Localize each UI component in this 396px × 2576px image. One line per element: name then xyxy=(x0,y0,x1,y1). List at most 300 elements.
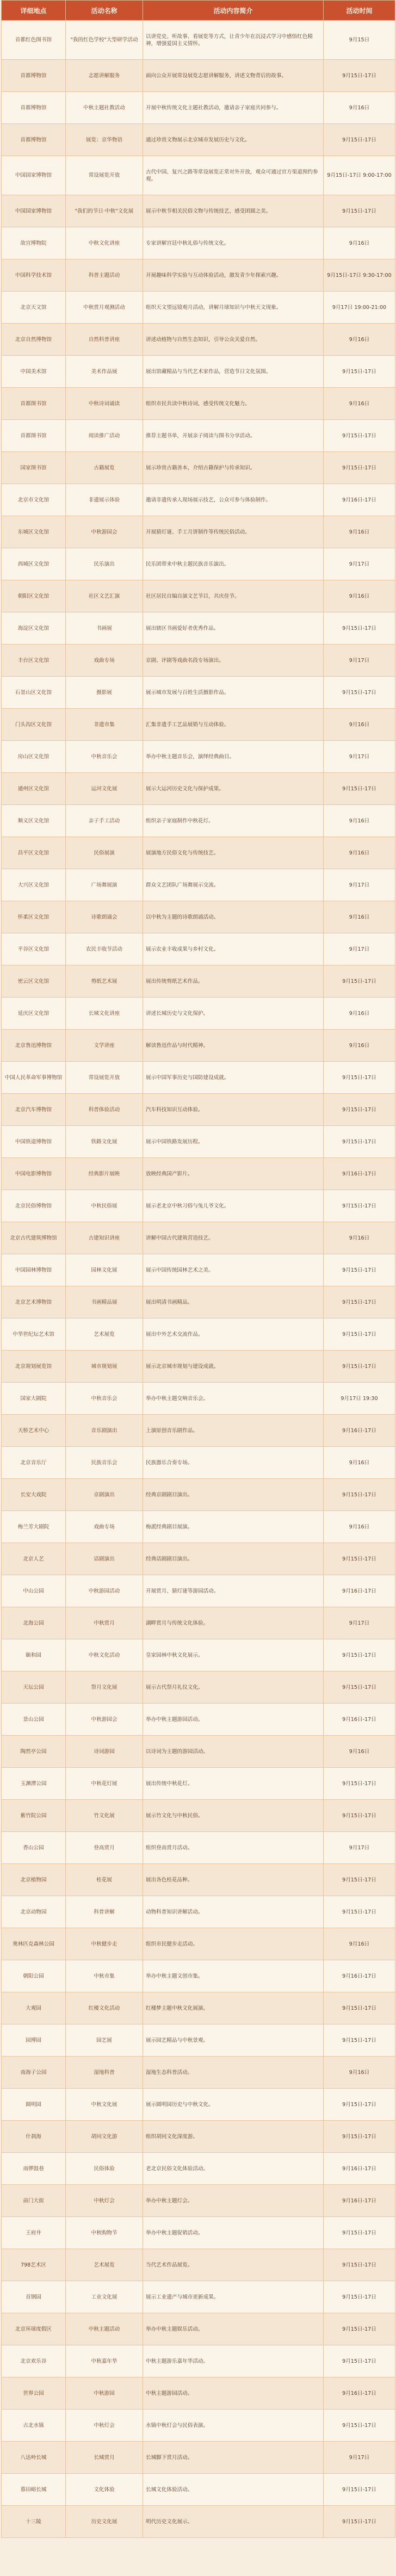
cell-content: 组织胡同文化深度游。 xyxy=(143,2121,324,2153)
cell-place: 南锣鼓巷 xyxy=(2,2153,66,2185)
cell-content: 展出辖区书画爱好者优秀作品。 xyxy=(143,612,324,645)
cell-place: 西城区文化馆 xyxy=(2,548,66,580)
table-row xyxy=(2,2185,395,2217)
cell-name: 运河文化展 xyxy=(66,773,143,805)
cell-content: 组织亲子家庭制作中秋花灯。 xyxy=(143,805,324,837)
cell-time: 9月17日 xyxy=(324,2442,395,2474)
cell-place: 朝阳公园 xyxy=(2,1960,66,1992)
table-row xyxy=(2,2249,395,2281)
cell-name: 中秋游园活动 xyxy=(66,1575,143,1607)
cell-name: "我的红色学校"大型研学活动 xyxy=(66,21,143,60)
cell-content: 举办中秋主题文创市集。 xyxy=(143,1960,324,1992)
cell-time: 9月15日-17日 9:30-17:00 xyxy=(324,259,395,292)
table-row xyxy=(2,773,395,805)
cell-place: 故宫博物院 xyxy=(2,227,66,259)
cell-content: 民乐团带来中秋主题民族音乐演出。 xyxy=(143,548,324,580)
cell-time: 9月15日 xyxy=(324,21,395,60)
table-row xyxy=(2,965,395,998)
cell-place: 园博园 xyxy=(2,2024,66,2057)
cell-place: 北京动物园 xyxy=(2,1896,66,1928)
cell-content: 邀请非遗传承人现场展示技艺，公众可参与体验制作。 xyxy=(143,484,324,516)
cell-content: 举办中秋主题灯会。 xyxy=(143,2185,324,2217)
cell-name: 中秋健步走 xyxy=(66,1928,143,1960)
table-row xyxy=(2,1992,395,2024)
cell-time: 9月16日 xyxy=(324,1511,395,1543)
cell-time: 9月16日-17日 xyxy=(324,1415,395,1447)
table-row xyxy=(2,2217,395,2249)
table-row xyxy=(2,420,395,452)
cell-place: 北京欢乐谷 xyxy=(2,2345,66,2377)
cell-place: 延庆区文化馆 xyxy=(2,998,66,1030)
cell-name: 中秋游园会 xyxy=(66,1704,143,1736)
cell-name: 长城文化讲座 xyxy=(66,998,143,1030)
cell-name: 铁路文化展 xyxy=(66,1126,143,1158)
cell-time: 9月16日-17日 xyxy=(324,1575,395,1607)
cell-place: 北京天文馆 xyxy=(2,292,66,324)
cell-place: 香山公园 xyxy=(2,1832,66,1864)
cell-time: 9月15日-17日 xyxy=(324,2121,395,2153)
table-row xyxy=(2,156,395,195)
cell-name: 社区文艺汇演 xyxy=(66,580,143,612)
cell-content: 展示大运河历史文化与保护成果。 xyxy=(143,773,324,805)
cell-name: 民俗展演 xyxy=(66,837,143,869)
cell-name: 红楼文化活动 xyxy=(66,1992,143,2024)
cell-content: 展示珍贵古籍善本，介绍古籍保护与传承知识。 xyxy=(143,452,324,484)
cell-content: 专家讲解宫廷中秋礼俗与传统文化。 xyxy=(143,227,324,259)
cell-name: 园林文化展 xyxy=(66,1254,143,1286)
cell-name: 音乐剧演出 xyxy=(66,1415,143,1447)
cell-content: 展示城市发展与百姓生活摄影作品。 xyxy=(143,677,324,709)
cell-content: 开展赏月、猜灯谜等游园活动。 xyxy=(143,1575,324,1607)
cell-name: 科普讲解 xyxy=(66,1896,143,1928)
cell-time: 9月15日-17日 xyxy=(324,1318,395,1351)
cell-content: 解读鲁迅作品与时代精神。 xyxy=(143,1030,324,1062)
cell-name: 历史文化展 xyxy=(66,2506,143,2538)
cell-time: 9月15日-17日 xyxy=(324,60,395,92)
cell-place: 石景山区文化馆 xyxy=(2,677,66,709)
table-row xyxy=(2,2281,395,2313)
cell-name: 中秋游园会 xyxy=(66,516,143,548)
cell-place: 房山区文化馆 xyxy=(2,741,66,773)
cell-time: 9月15日-17日 xyxy=(324,773,395,805)
cell-content: 讲解中国古代建筑营造技艺。 xyxy=(143,1222,324,1254)
cell-content: 展示圆明园历史与中秋文化。 xyxy=(143,2089,324,2121)
cell-place: 北京音乐厅 xyxy=(2,1447,66,1479)
table-row xyxy=(2,2345,395,2377)
cell-place: 紫竹院公园 xyxy=(2,1800,66,1832)
table-row xyxy=(2,1254,395,1286)
cell-content: 举办中秋主题促销活动。 xyxy=(143,2217,324,2249)
table-row xyxy=(2,1447,395,1479)
table-row xyxy=(2,259,395,292)
cell-time: 9月15日-17日 xyxy=(324,1286,395,1318)
cell-name: 中秋音乐会 xyxy=(66,741,143,773)
cell-content: 湖畔赏月与传统文化体验。 xyxy=(143,1607,324,1639)
cell-place: 国家图书馆 xyxy=(2,452,66,484)
cell-time: 9月16日 xyxy=(324,92,395,124)
table-row xyxy=(2,21,395,60)
header-content: 活动内容简介 xyxy=(143,1,324,21)
table-row xyxy=(2,1768,395,1800)
cell-time: 9月16日-17日 xyxy=(324,2377,395,2410)
cell-name: 工业文化展 xyxy=(66,2281,143,2313)
cell-time: 9月15日-17日 xyxy=(324,1671,395,1704)
cell-time: 9月15日-17日 xyxy=(324,2249,395,2281)
cell-name: 湿地科普 xyxy=(66,2057,143,2089)
cell-name: 中秋文化讲座 xyxy=(66,227,143,259)
cell-time: 9月15日-17日 xyxy=(324,1800,395,1832)
cell-name: 桂花展 xyxy=(66,1864,143,1896)
cell-name: 中秋主题社教活动 xyxy=(66,92,143,124)
cell-time: 9月17日 xyxy=(324,645,395,677)
cell-name: 非遗展示体验 xyxy=(66,484,143,516)
cell-place: 中国国家博物馆 xyxy=(2,156,66,195)
cell-name: 科普体验活动 xyxy=(66,1094,143,1126)
cell-place: 景山公园 xyxy=(2,1704,66,1736)
cell-time: 9月16日 xyxy=(324,805,395,837)
cell-time: 9月16日 xyxy=(324,324,395,356)
cell-name: 艺术展览 xyxy=(66,2249,143,2281)
cell-place: 平谷区文化馆 xyxy=(2,933,66,965)
cell-content: 开展趣味科学实验与互动体验活动，激发青少年探索兴趣。 xyxy=(143,259,324,292)
cell-place: 慕田峪长城 xyxy=(2,2474,66,2506)
cell-time: 9月15日-17日 xyxy=(324,2089,395,2121)
table-row xyxy=(2,1351,395,1383)
cell-name: 中秋赏月观测活动 xyxy=(66,292,143,324)
cell-name: 文化体验 xyxy=(66,2474,143,2506)
cell-place: 北京古代建筑博物馆 xyxy=(2,1222,66,1254)
cell-content: 讲述动植物与自然生态知识，引导公众关爱自然。 xyxy=(143,324,324,356)
cell-name: 中秋文化活动 xyxy=(66,1639,143,1671)
cell-time: 9月16日-17日 xyxy=(324,1704,395,1736)
cell-content: 古代中国、复兴之路等常设展览正常对外开放，观众可通过官方渠道预约参观。 xyxy=(143,156,324,195)
cell-place: 十三陵 xyxy=(2,2506,66,2538)
cell-time: 9月15日-17日 xyxy=(324,124,395,156)
cell-content: 组织市民健步走活动。 xyxy=(143,1928,324,1960)
cell-content: 面向公众开展常设展览志愿讲解服务，讲述文物背后的故事。 xyxy=(143,60,324,92)
cell-content: 当代艺术作品展览。 xyxy=(143,2249,324,2281)
cell-name: 中秋市集 xyxy=(66,1960,143,1992)
table-row xyxy=(2,516,395,548)
cell-name: 非遗市集 xyxy=(66,709,143,741)
cell-content: 上演原创音乐剧作品。 xyxy=(143,1415,324,1447)
cell-content: 社区居民自编自演文艺节目，共庆佳节。 xyxy=(143,580,324,612)
header-time: 活动时间 xyxy=(324,1,395,21)
cell-content: 举办中秋主题娱乐活动。 xyxy=(143,2313,324,2345)
table-row xyxy=(2,1736,395,1768)
table-row xyxy=(2,837,395,869)
cell-content: 通过珍贵文物展示北京城市发展历史与文化。 xyxy=(143,124,324,156)
table-header xyxy=(2,1,395,21)
cell-time: 9月17日 xyxy=(324,933,395,965)
cell-content: 中秋主题游乐嘉年华活动。 xyxy=(143,2345,324,2377)
cell-time: 9月15日-17日 xyxy=(324,677,395,709)
table-row xyxy=(2,124,395,156)
cell-place: 中国电影博物馆 xyxy=(2,1158,66,1190)
table-row xyxy=(2,1639,395,1671)
cell-content: 展示古代祭月礼仪文化。 xyxy=(143,1671,324,1704)
cell-time: 9月15日-17日 xyxy=(324,1896,395,1928)
cell-place: 大兴区文化馆 xyxy=(2,869,66,901)
table-row xyxy=(2,2089,395,2121)
table-row xyxy=(2,1190,395,1222)
table-row xyxy=(2,195,395,227)
cell-name: 书画精品展 xyxy=(66,1286,143,1318)
cell-place: 梅兰芳大剧院 xyxy=(2,1511,66,1543)
cell-content: 展示竹文化与中秋民俗。 xyxy=(143,1800,324,1832)
cell-time: 9月15日-17日 xyxy=(324,1768,395,1800)
cell-name: 艺术展览 xyxy=(66,1318,143,1351)
table-row xyxy=(2,548,395,580)
table-row xyxy=(2,869,395,901)
table-row xyxy=(2,1158,395,1190)
cell-time: 9月15日-17日 xyxy=(324,452,395,484)
cell-time: 9月15日-17日 xyxy=(324,2345,395,2377)
cell-name: 美术作品展 xyxy=(66,356,143,388)
cell-time: 9月15日-17日 xyxy=(324,1543,395,1575)
cell-place: 中国科学技术馆 xyxy=(2,259,66,292)
cell-place: 密云区文化馆 xyxy=(2,965,66,998)
table-row xyxy=(2,1094,395,1126)
cell-content: 展出传统剪纸艺术作品。 xyxy=(143,965,324,998)
cell-time: 9月15日-17日 xyxy=(324,2506,395,2538)
cell-place: 北京人艺 xyxy=(2,1543,66,1575)
cell-place: 古北水镇 xyxy=(2,2410,66,2442)
cell-name: 城市规划展 xyxy=(66,1351,143,1383)
cell-content: 经典京剧剧目演出。 xyxy=(143,1479,324,1511)
cell-time: 9月16日 xyxy=(324,227,395,259)
table-row xyxy=(2,1671,395,1704)
cell-name: 中秋民俗展 xyxy=(66,1190,143,1222)
cell-name: 园艺展 xyxy=(66,2024,143,2057)
cell-place: 奥林匹克森林公园 xyxy=(2,1928,66,1960)
table-row xyxy=(2,2410,395,2442)
table-row xyxy=(2,933,395,965)
cell-name: 剪纸艺术展 xyxy=(66,965,143,998)
cell-content: 中秋主题游园活动。 xyxy=(143,2377,324,2410)
table-row xyxy=(2,452,395,484)
cell-name: 中秋花灯展 xyxy=(66,1768,143,1800)
cell-place: 怀柔区文化馆 xyxy=(2,901,66,933)
table-row xyxy=(2,1062,395,1094)
cell-time: 9月15日-17日 xyxy=(324,2217,395,2249)
cell-content: 开展中秋传统文化主题社教活动，邀请亲子家庭共同参与。 xyxy=(143,92,324,124)
table-row xyxy=(2,92,395,124)
cell-content: 展示老北京中秋习俗与兔儿爷文化。 xyxy=(143,1190,324,1222)
cell-time: 9月17日 xyxy=(324,741,395,773)
cell-place: 798艺术区 xyxy=(2,2249,66,2281)
cell-name: 展览：京华物语 xyxy=(66,124,143,156)
table-row xyxy=(2,2057,395,2089)
cell-name: 摄影展 xyxy=(66,677,143,709)
cell-content: 展出各色桂花品种。 xyxy=(143,1864,324,1896)
table-row xyxy=(2,2121,395,2153)
table-row xyxy=(2,741,395,773)
cell-place: 北京环球度假区 xyxy=(2,2313,66,2345)
cell-place: 前门大街 xyxy=(2,2185,66,2217)
cell-name: 话剧演出 xyxy=(66,1543,143,1575)
table-row xyxy=(2,1511,395,1543)
cell-place: 中国铁道博物馆 xyxy=(2,1126,66,1158)
cell-place: 朝阳区文化馆 xyxy=(2,580,66,612)
header-place: 详细地点 xyxy=(2,1,66,21)
table-row xyxy=(2,677,395,709)
table-row xyxy=(2,805,395,837)
cell-time: 9月17日 19:00-21:00 xyxy=(324,292,395,324)
cell-place: 天坛公园 xyxy=(2,1671,66,1704)
cell-time: 9月15日-17日 xyxy=(324,1190,395,1222)
cell-place: 首都博物馆 xyxy=(2,60,66,92)
cell-time: 9月17日 xyxy=(324,869,395,901)
table-row xyxy=(2,2442,395,2474)
cell-name: 书画展 xyxy=(66,612,143,645)
table-row xyxy=(2,2313,395,2345)
cell-place: 昌平区文化馆 xyxy=(2,837,66,869)
cell-content: 展出传统中秋花灯。 xyxy=(143,1768,324,1800)
cell-place: 顺义区文化馆 xyxy=(2,805,66,837)
cell-time: 9月16日 xyxy=(324,1030,395,1062)
cell-time: 9月15日-17日 xyxy=(324,612,395,645)
table-row xyxy=(2,1222,395,1254)
cell-place: 南海子公园 xyxy=(2,2057,66,2089)
cell-name: 诗歌朗诵会 xyxy=(66,901,143,933)
cell-place: 首都博物馆 xyxy=(2,92,66,124)
cell-content: 皇家园林中秋文化展示。 xyxy=(143,1639,324,1671)
table-row xyxy=(2,2153,395,2185)
cell-time: 9月16日 xyxy=(324,901,395,933)
table-row xyxy=(2,2474,395,2506)
cell-name: 中秋主题活动 xyxy=(66,2313,143,2345)
cell-content: 长城文化体验活动。 xyxy=(143,2474,324,2506)
cell-time: 9月16日-17日 xyxy=(324,2153,395,2185)
cell-content: 水镇中秋灯会与民俗表演。 xyxy=(143,2410,324,2442)
cell-place: 北京民俗博物馆 xyxy=(2,1190,66,1222)
cell-name: 阅读推广活动 xyxy=(66,420,143,452)
cell-time: 9月15日-17日 xyxy=(324,1639,395,1671)
cell-time: 9月15日-17日 xyxy=(324,1479,395,1511)
cell-name: 民俗体验 xyxy=(66,2153,143,2185)
cell-place: 王府井 xyxy=(2,2217,66,2249)
cell-place: 长安大戏院 xyxy=(2,1479,66,1511)
table-row xyxy=(2,1383,395,1415)
table-row xyxy=(2,388,395,420)
table-row xyxy=(2,1960,395,1992)
cell-content: 展示中国军事历史与国防建设成就。 xyxy=(143,1062,324,1094)
cell-content: 组织天文望远镜观月活动，讲解月球知识与中秋天文现象。 xyxy=(143,292,324,324)
cell-name: 戏曲专场 xyxy=(66,1511,143,1543)
cell-name: 农民丰收节活动 xyxy=(66,933,143,965)
cell-name: 中秋文化展 xyxy=(66,2089,143,2121)
table-row xyxy=(2,1575,395,1607)
cell-content: 开展猜灯谜、手工月饼制作等传统民俗活动。 xyxy=(143,516,324,548)
cell-content: 京剧、评剧等戏曲名段专场演出。 xyxy=(143,645,324,677)
cell-name: 中秋音乐会 xyxy=(66,1383,143,1415)
cell-place: 首都图书馆 xyxy=(2,420,66,452)
cell-name: 诗词游园 xyxy=(66,1736,143,1768)
cell-time: 9月15日-17日 xyxy=(324,356,395,388)
cell-place: 中山公园 xyxy=(2,1575,66,1607)
cell-content: 展示园艺精品与中秋景观。 xyxy=(143,2024,324,2057)
cell-content: 汽车科技知识互动体验。 xyxy=(143,1094,324,1126)
cell-place: 中华世纪坛艺术馆 xyxy=(2,1318,66,1351)
table-row xyxy=(2,580,395,612)
cell-place: 中国美术馆 xyxy=(2,356,66,388)
cell-content: 以讲党史、听故事、看展览等方式，让青少年在沉浸式学习中感悟红色精神，增强爱国主义情怀。 xyxy=(143,21,324,60)
cell-time: 9月16日-17日 xyxy=(324,484,395,516)
table-row xyxy=(2,2377,395,2410)
cell-place: 首都博物馆 xyxy=(2,124,66,156)
table-row xyxy=(2,901,395,933)
activity-table xyxy=(1,0,395,2538)
cell-time: 9月16日 xyxy=(324,580,395,612)
cell-name: 亲子手工活动 xyxy=(66,805,143,837)
cell-time: 9月16日 xyxy=(324,837,395,869)
table-row xyxy=(2,2024,395,2057)
cell-place: 门头沟区文化馆 xyxy=(2,709,66,741)
cell-place: 圆明园 xyxy=(2,2089,66,2121)
cell-time: 9月15日-17日 xyxy=(324,1126,395,1158)
cell-time: 9月16日 xyxy=(324,1736,395,1768)
cell-name: 中秋游园 xyxy=(66,2377,143,2410)
table-row xyxy=(2,1864,395,1896)
cell-time: 9月16日 xyxy=(324,1447,395,1479)
cell-time: 9月16日-17日 xyxy=(324,2185,395,2217)
cell-place: 北京汽车博物馆 xyxy=(2,1094,66,1126)
cell-content: 展出馆藏精品与当代艺术家作品，营造节日文化氛围。 xyxy=(143,356,324,388)
cell-name: 文学讲座 xyxy=(66,1030,143,1062)
cell-place: 大观园 xyxy=(2,1992,66,2024)
cell-content: 举办中秋主题音乐会，演绎经典曲目。 xyxy=(143,741,324,773)
cell-time: 9月15日-17日 xyxy=(324,2313,395,2345)
cell-content: 放映经典国产影片。 xyxy=(143,1158,324,1190)
cell-content: 动物科普知识讲解活动。 xyxy=(143,1896,324,1928)
header-row xyxy=(2,1,395,21)
cell-name: 京剧演出 xyxy=(66,1479,143,1511)
cell-name: 中秋嘉年华 xyxy=(66,2345,143,2377)
cell-place: 首都红色图书馆 xyxy=(2,21,66,60)
cell-place: 北京艺术博物馆 xyxy=(2,1286,66,1318)
table-row xyxy=(2,292,395,324)
table-row xyxy=(2,612,395,645)
cell-time: 9月15日-17日 xyxy=(324,1351,395,1383)
cell-time: 9月16日 xyxy=(324,388,395,420)
cell-place: 玉渊潭公园 xyxy=(2,1768,66,1800)
cell-content: 经典话剧剧目演出。 xyxy=(143,1543,324,1575)
cell-content: 展出中外艺术交流作品。 xyxy=(143,1318,324,1351)
table-row xyxy=(2,1896,395,1928)
cell-time: 9月15日-17日 xyxy=(324,1062,395,1094)
table-row xyxy=(2,227,395,259)
cell-content: 老北京民俗文化体验活动。 xyxy=(143,2153,324,2185)
cell-name: 志愿讲解服务 xyxy=(66,60,143,92)
cell-content: 举办中秋主题游园活动。 xyxy=(143,1704,324,1736)
table-row xyxy=(2,1832,395,1864)
cell-time: 9月17日 19:30 xyxy=(324,1383,395,1415)
cell-name: "我们的节日·中秋"文化展 xyxy=(66,195,143,227)
cell-place: 丰台区文化馆 xyxy=(2,645,66,677)
table-row xyxy=(2,1800,395,1832)
cell-name: 常设展览开放 xyxy=(66,156,143,195)
cell-time: 9月16日 xyxy=(324,1928,395,1960)
cell-name: 中秋购物节 xyxy=(66,2217,143,2249)
cell-time: 9月15日-17日 xyxy=(324,2410,395,2442)
cell-content: 举办中秋主题交响音乐会。 xyxy=(143,1383,324,1415)
cell-time: 9月15日-17日 xyxy=(324,420,395,452)
table-row xyxy=(2,60,395,92)
cell-time: 9月17日 xyxy=(324,548,395,580)
table-row xyxy=(2,356,395,388)
cell-name: 常设展览开放 xyxy=(66,1062,143,1094)
